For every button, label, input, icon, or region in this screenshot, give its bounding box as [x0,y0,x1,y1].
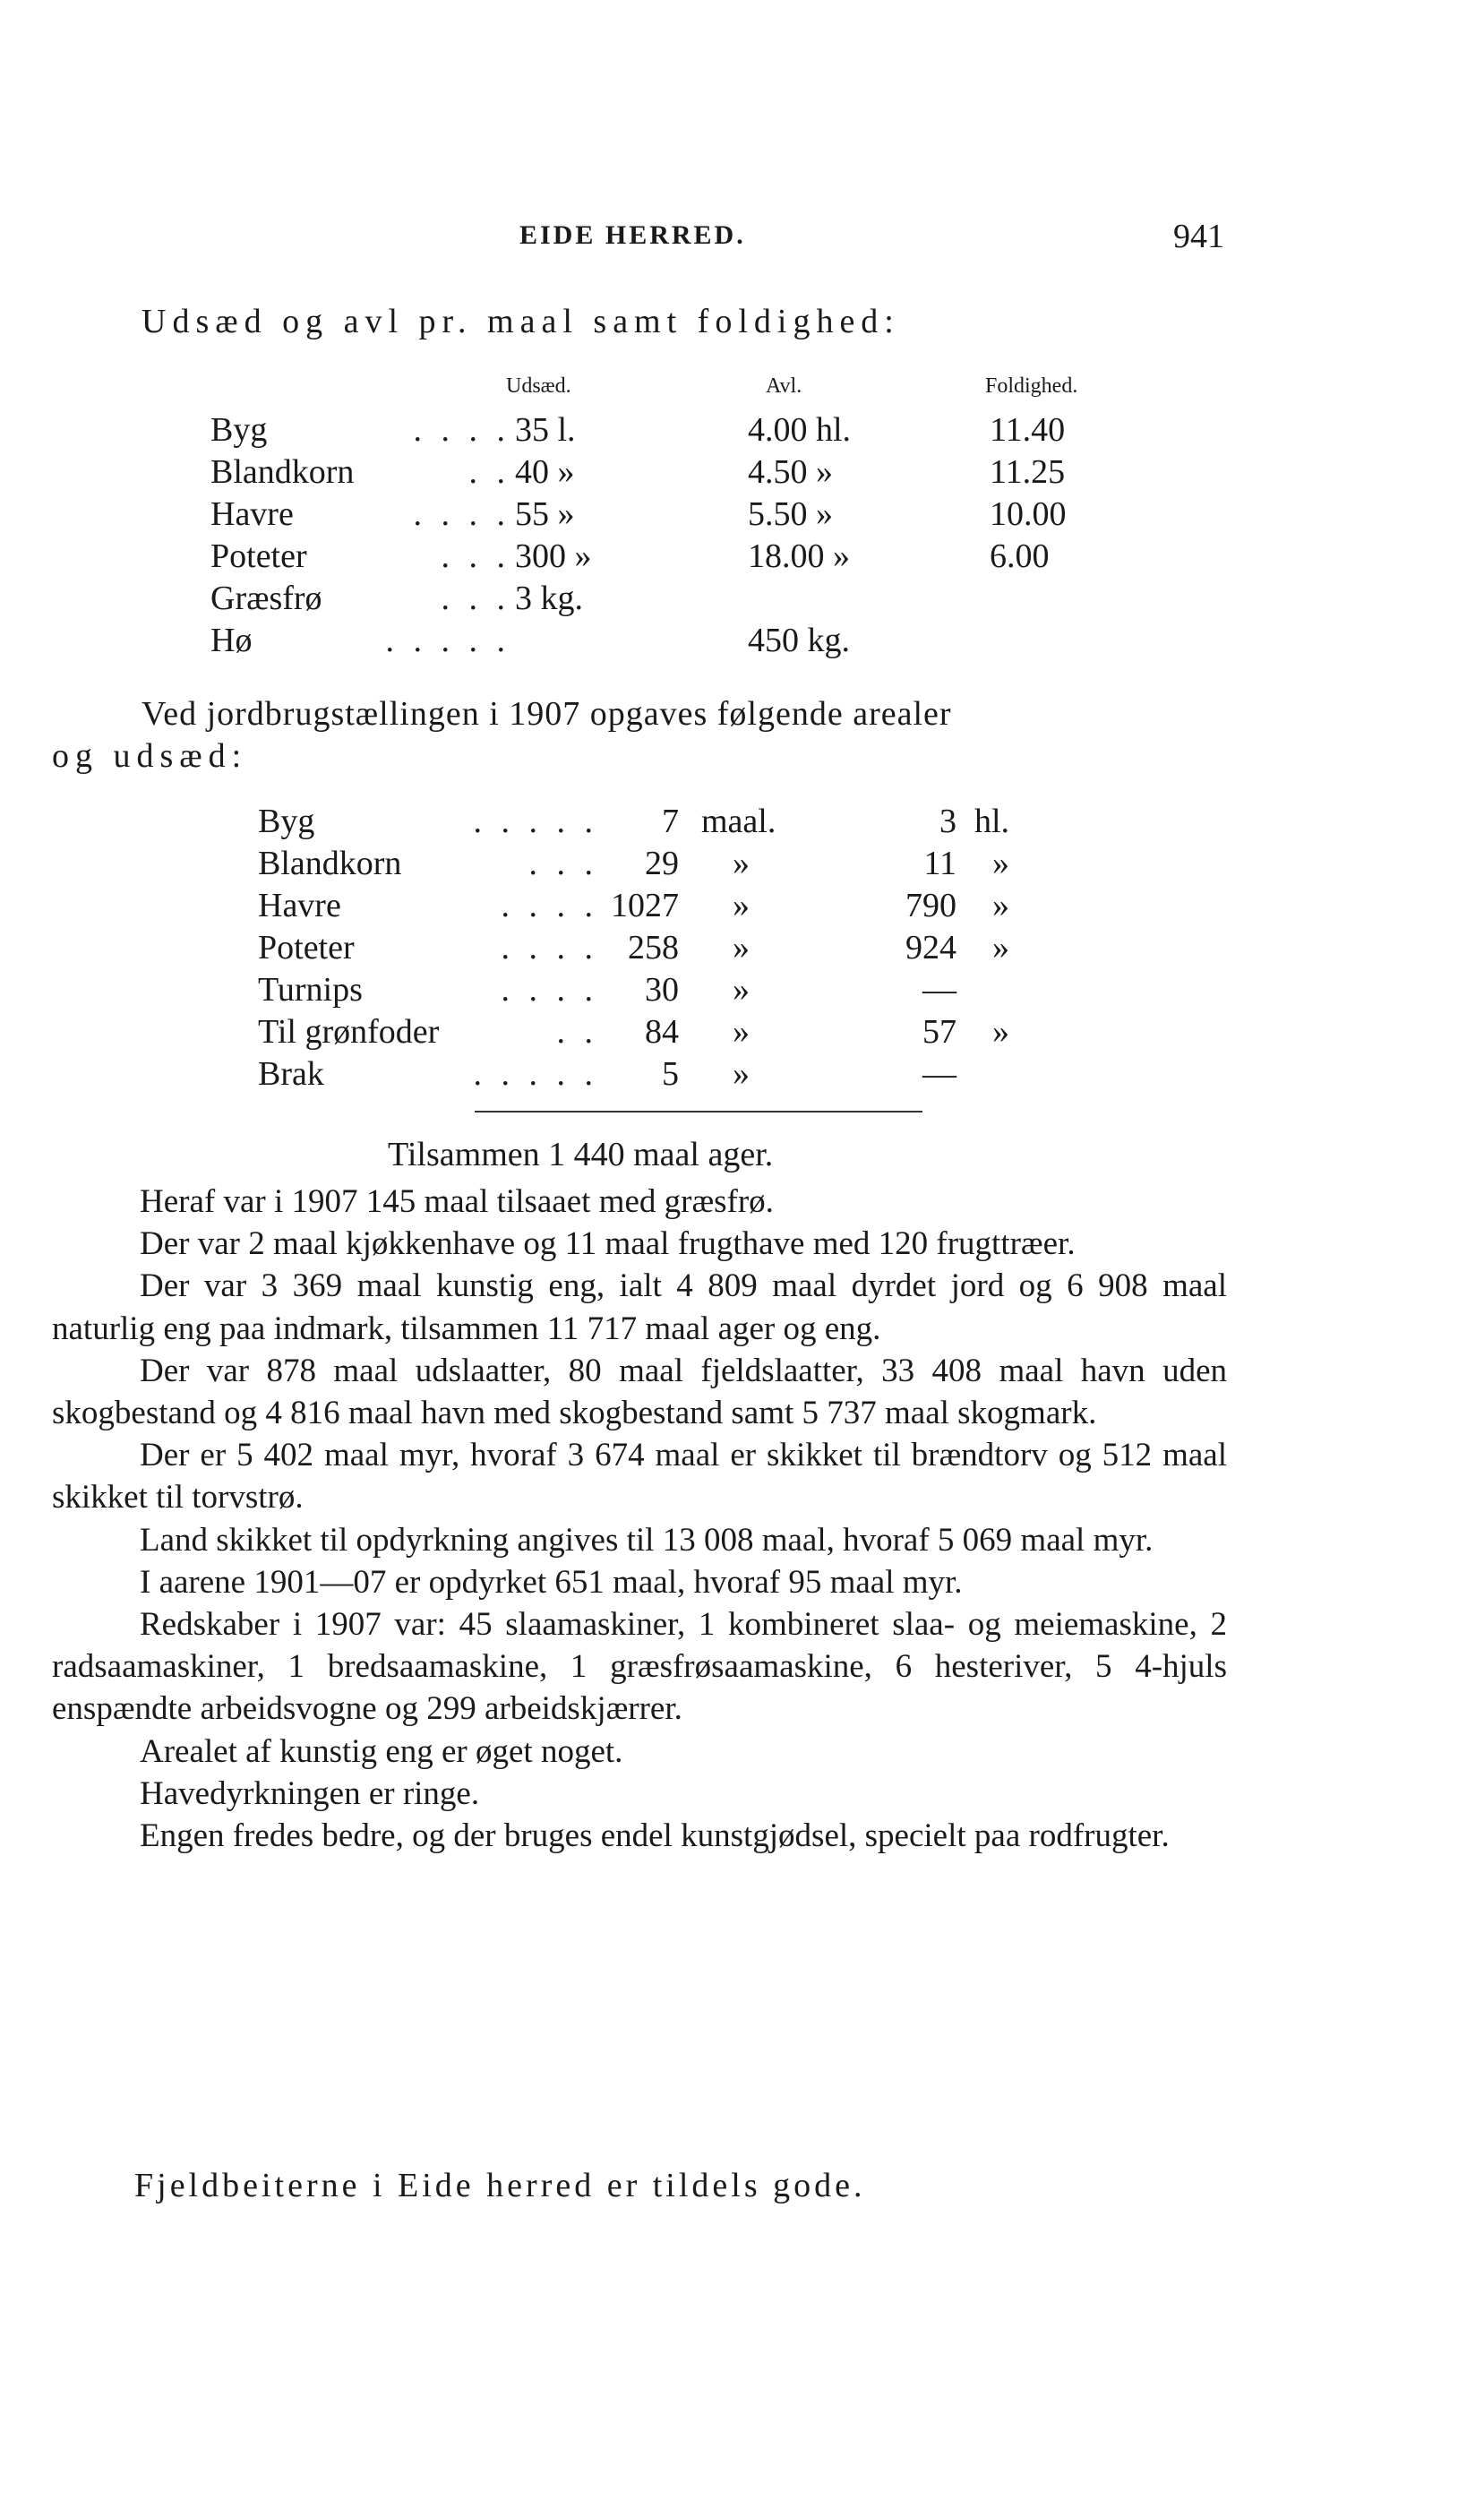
leader-dots: . . . . . [473,803,598,840]
seed-value: 35 l. [515,411,576,449]
page-number: 941 [1173,218,1224,255]
area-value: 7 [662,803,679,840]
area-table-row [258,970,1064,1009]
section2-intro-text: Ved jordbrugstællingen i 1907 opgaves følgende arealer [142,695,952,733]
seed-unit: hl. [974,803,1010,840]
paragraph: Heraf var i 1907 145 maal tilsaaet med græsfrø. [140,1183,774,1220]
yield-table-row [210,452,1106,491]
yield-table-row [210,494,1106,533]
crop-name: Blandkorn [258,845,402,882]
seed-value: 40 » [515,453,575,491]
col-header-udsaed: Udsæd. [506,374,571,398]
fold-value: 11.40 [990,411,1066,449]
paragraph: Der var 3 369 maal kunstig eng, ialt 4 809 maal dyrdet jord og 6 908 maal naturlig eng paa indmark, tilsammen 11 717 maal ager og eng. [52,1267,1227,1347]
seed-value: — [922,971,956,1009]
seed-unit: » [992,845,1009,882]
leader-dots: . . . . [413,411,510,449]
area-table-row [258,844,1064,880]
area-value: 1027 [611,887,679,924]
paragraph: Der var 878 maal udslaatter, 80 maal fjeldslaatter, 33 408 maal havn uden skogbestand og 4 816 maal havn med skogbestand samt 5 737 maal skogmark. [52,1352,1227,1432]
seed-value: 55 » [515,495,575,533]
crop-name: Hø [210,622,253,659]
yield-table-row [210,621,1106,657]
leader-dots: . . . [528,845,598,882]
seed-unit: » [992,1013,1009,1051]
final-line: Fjeldbeiterne i Eide herred er tildels gode. [134,2167,866,2204]
crop-name: Turnips [258,971,363,1009]
area-table-row [258,1054,1064,1093]
yield-table-row [210,537,1106,575]
crop-name: Brak [258,1055,324,1093]
area-unit: maal. [701,803,776,840]
area-table-row [258,802,1064,838]
paragraph: Land skikket til opdyrkning angives til 13 008 maal, hvoraf 5 069 maal myr. [140,1521,1154,1559]
section2-intro-line2: og udsæd: [52,737,248,775]
leader-dots: . . [556,1013,598,1051]
yield-value: 18.00 » [748,537,850,575]
seed-unit: » [992,887,1009,924]
crop-name: Havre [258,887,341,924]
paragraph: Der var 2 maal kjøkkenhave og 11 maal frugthave med 120 frugttræer. [140,1225,1076,1263]
seed-value: 790 [905,887,956,924]
fold-value: 10.00 [990,495,1067,533]
seed-value: 3 kg. [515,580,583,617]
yield-value: 4.50 » [748,453,833,491]
section1-heading: Udsæd og avl pr. maal samt foldighed: [142,303,900,340]
leader-dots: . . . . [501,887,598,924]
yield-value: 5.50 » [748,495,833,533]
leader-dots: . . . [441,537,510,575]
yield-table-row [210,410,1106,449]
area-table-row [258,1012,1064,1051]
leader-dots: . . . . [413,495,510,533]
yield-value: 4.00 hl. [748,411,852,449]
seed-value: 300 » [515,537,592,575]
body-text [52,1181,1227,1857]
area-unit: » [733,971,750,1009]
area-table-row [258,886,1064,922]
fold-value: 6.00 [990,537,1050,575]
area-table-row [258,928,1064,964]
paragraph: I aarene 1901—07 er opdyrket 651 maal, hvoraf 95 maal myr. [140,1563,963,1601]
paragraph: Der er 5 402 maal myr, hvoraf 3 674 maal er skikket til brændtorv og 512 maal skikket til torvstrø. [52,1437,1227,1516]
paragraph: Engen fredes bedre, og der bruges endel kunstgjødsel, specielt paa rodfrugter. [140,1817,1170,1855]
paragraph: Redskaber i 1907 var: 45 slaamaskiner, 1 kombineret slaa- og meiemaskine, 2 radsaamaskiner, 1 bredsaamaskine, 1 græsfrøsaamaskine, 6 hesteriver, 5 4-hjuls enspændte arbeidsvogne og 299 arbeidskjærrer. [52,1606,1227,1728]
crop-name: Havre [210,495,294,533]
paragraph: Havedyrkningen er ringe. [140,1774,480,1812]
seed-value: 3 [939,803,956,840]
paragraph: Arealet af kunstig eng er øget noget. [140,1732,623,1770]
seed-value: 11 [923,845,956,882]
leader-dots: . . . . . [473,1055,598,1093]
seed-value: 57 [922,1013,956,1051]
col-header-avl: Avl. [766,374,802,398]
seed-value: — [922,1055,956,1093]
yield-value: 450 kg. [748,622,850,659]
crop-name: Byg [258,803,315,840]
crop-name: Poteter [210,537,307,575]
running-title: EIDE HERRED. [519,220,746,250]
section2-intro-line1 [142,697,1234,731]
sum-rule [475,1111,922,1112]
area-unit: » [733,1055,750,1093]
crop-name: Poteter [258,929,355,966]
area-value: 258 [628,929,679,966]
area-unit: » [733,1013,750,1051]
area-value: 5 [662,1055,679,1093]
yield-table-row [210,579,1106,617]
leader-dots: . . . . [501,971,598,1009]
area-value: 84 [645,1013,679,1051]
area-value: 29 [645,845,679,882]
seed-value: 924 [905,929,956,966]
leader-dots: . . [468,453,510,491]
fold-value: 11.25 [990,453,1066,491]
crop-name: Blandkorn [210,453,355,491]
area-unit: » [733,929,750,966]
page-header [0,220,1484,265]
leader-dots: . . . . [501,929,598,966]
crop-name: Græsfrø [210,580,322,617]
area-unit: » [733,845,750,882]
area-unit: » [733,887,750,924]
crop-name: Til grønfoder [258,1013,440,1051]
seed-unit: » [992,929,1009,966]
col-header-foldighed: Foldighed. [985,374,1078,398]
area-value: 30 [645,971,679,1009]
area-total: Tilsammen 1 440 maal ager. [388,1136,774,1173]
leader-dots: . . . [441,580,510,617]
leader-dots: . . . . . [385,622,510,659]
crop-name: Byg [210,411,268,449]
